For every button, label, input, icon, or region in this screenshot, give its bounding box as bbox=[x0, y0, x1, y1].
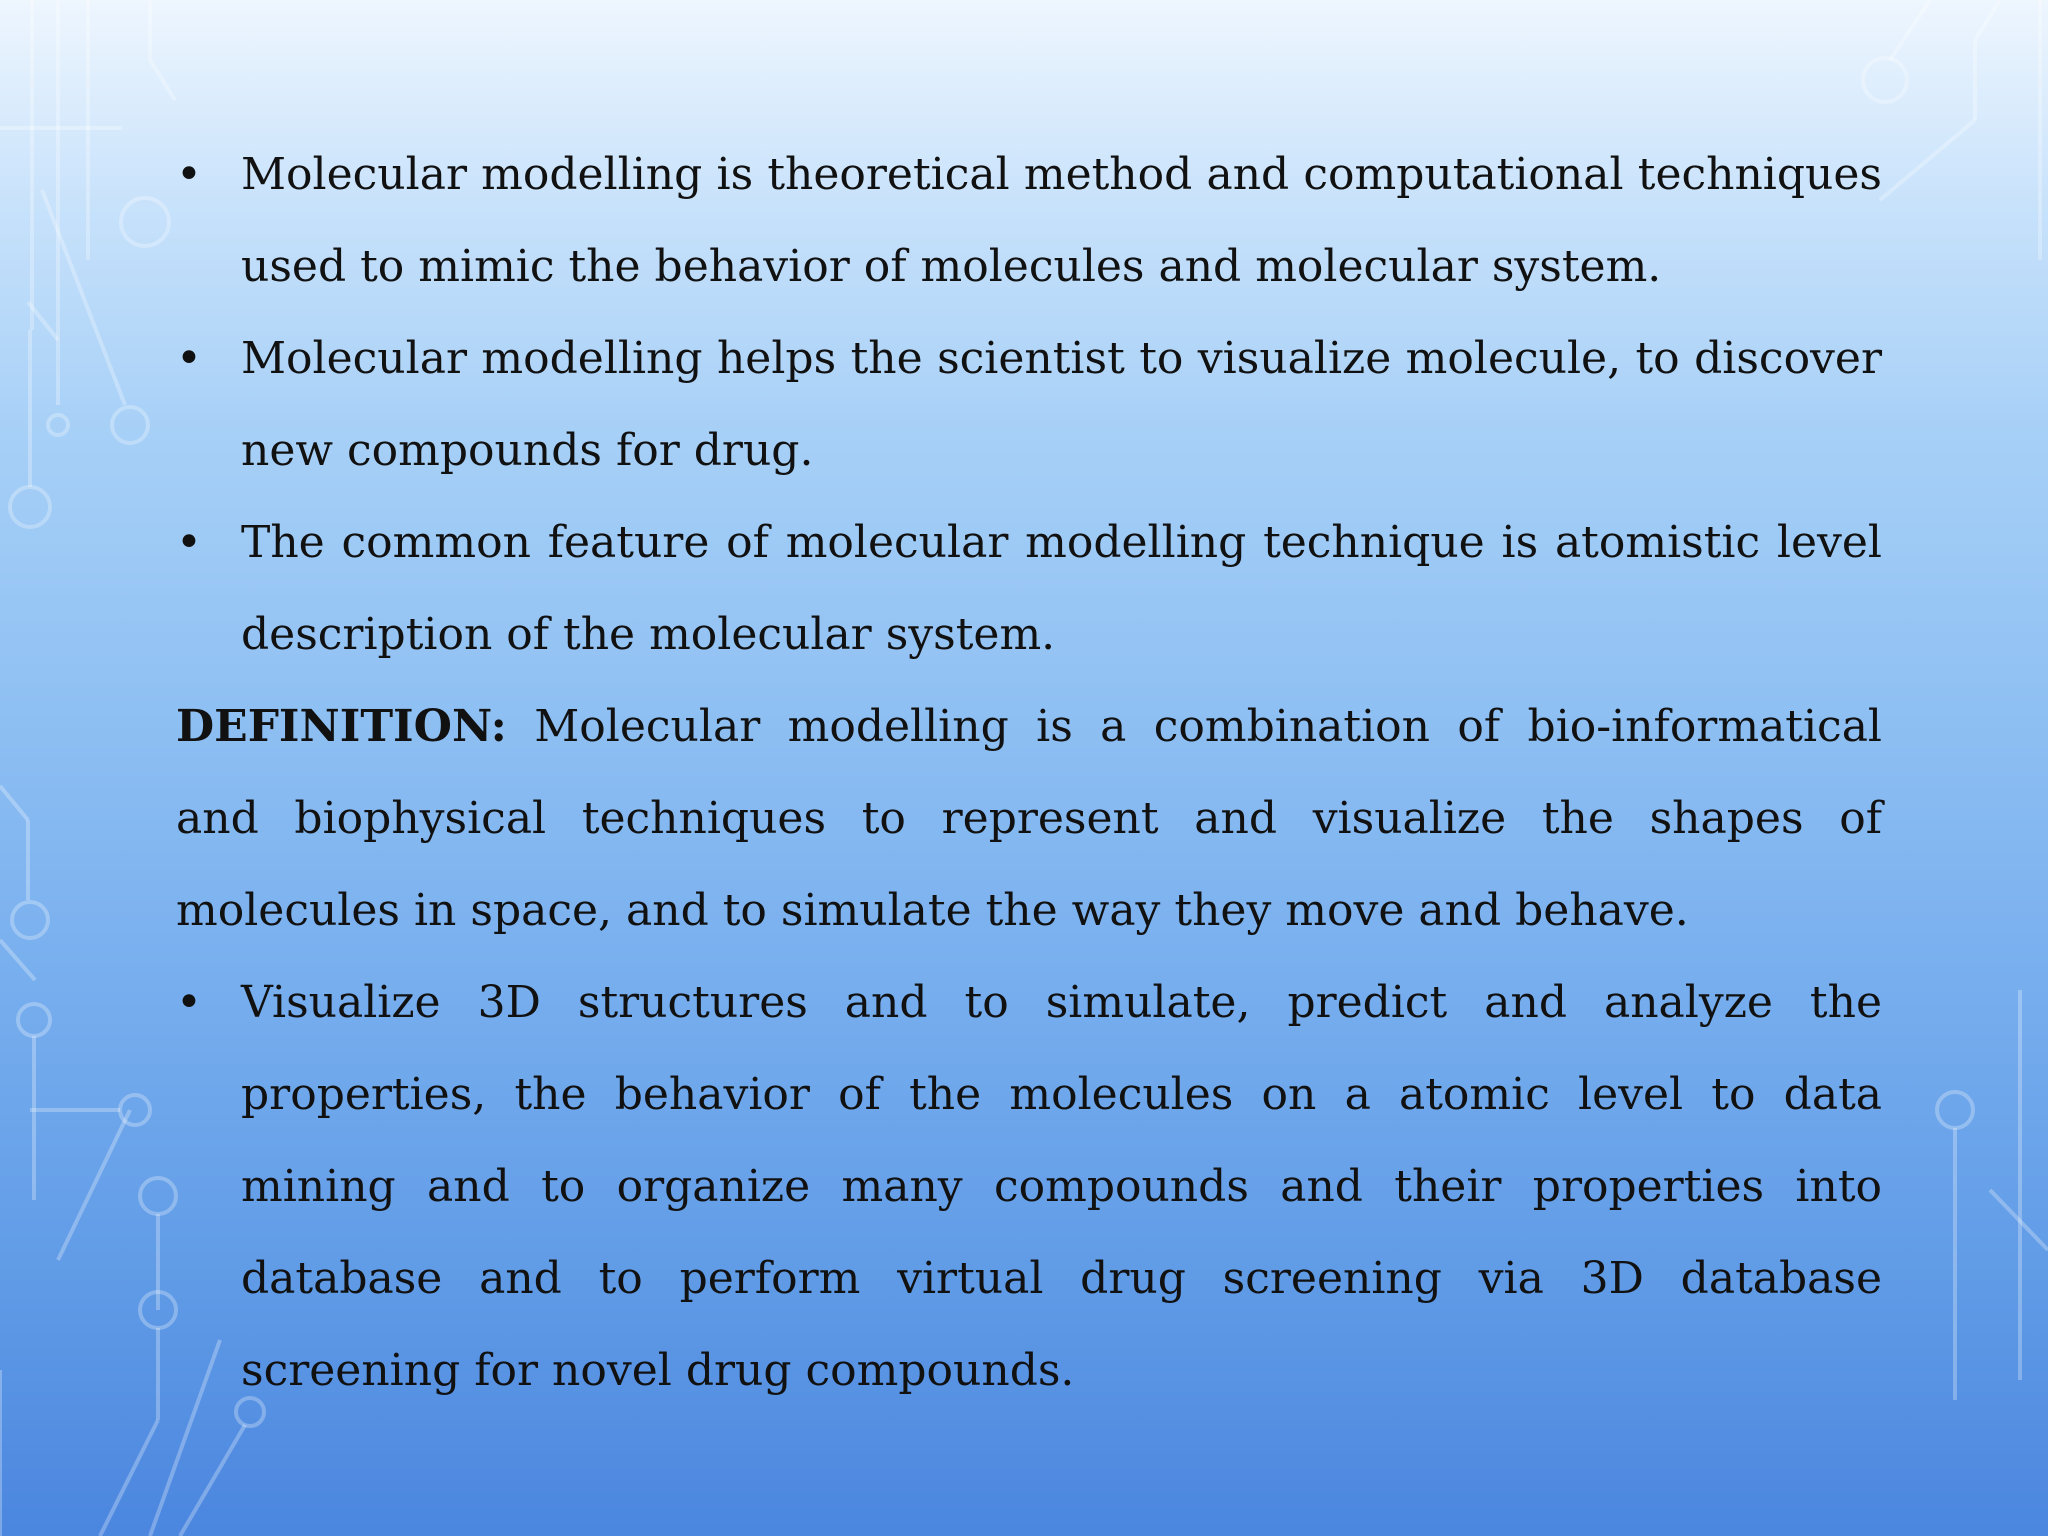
bullet-icon: • bbox=[176, 977, 202, 1028]
bullet-item-visualize-molecule bbox=[176, 313, 1882, 497]
bullet-text: Molecular modelling helps the scientist to visualize molecule, to discover new compounds for drug. bbox=[241, 333, 1882, 476]
bullet-icon: • bbox=[176, 149, 202, 200]
bullet-item-common-feature bbox=[176, 497, 1882, 681]
definition-label: DEFINITION: bbox=[176, 701, 507, 752]
bullet-icon: • bbox=[176, 333, 202, 384]
bullet-item-molecular-modelling-definition bbox=[176, 129, 1882, 313]
definition-paragraph bbox=[176, 681, 1882, 957]
bullet-text: The common feature of molecular modelling technique is atomistic level description of the molecular system. bbox=[241, 517, 1882, 660]
bullet-icon: • bbox=[176, 517, 202, 568]
definition-text: Molecular modelling is a combination of bio-informatical and biophysical techniques to represent and visualize the shapes of molecules in space, and to simulate the way they move and behave. bbox=[176, 701, 1882, 936]
bullet-text: Visualize 3D structures and to simulate, predict and analyze the properties, the behavior of the molecules on a atomic level to data mining and to organize many compounds and their properties into database and to perform virtual drug screening via 3D database screening for novel drug compounds. bbox=[241, 977, 1882, 1396]
bullet-text: Molecular modelling is theoretical method and computational techniques used to mimic the behavior of molecules and molecular system. bbox=[241, 149, 1882, 292]
slide-content bbox=[176, 129, 1882, 1417]
bullet-item-visualize-3d-structures bbox=[176, 957, 1882, 1417]
